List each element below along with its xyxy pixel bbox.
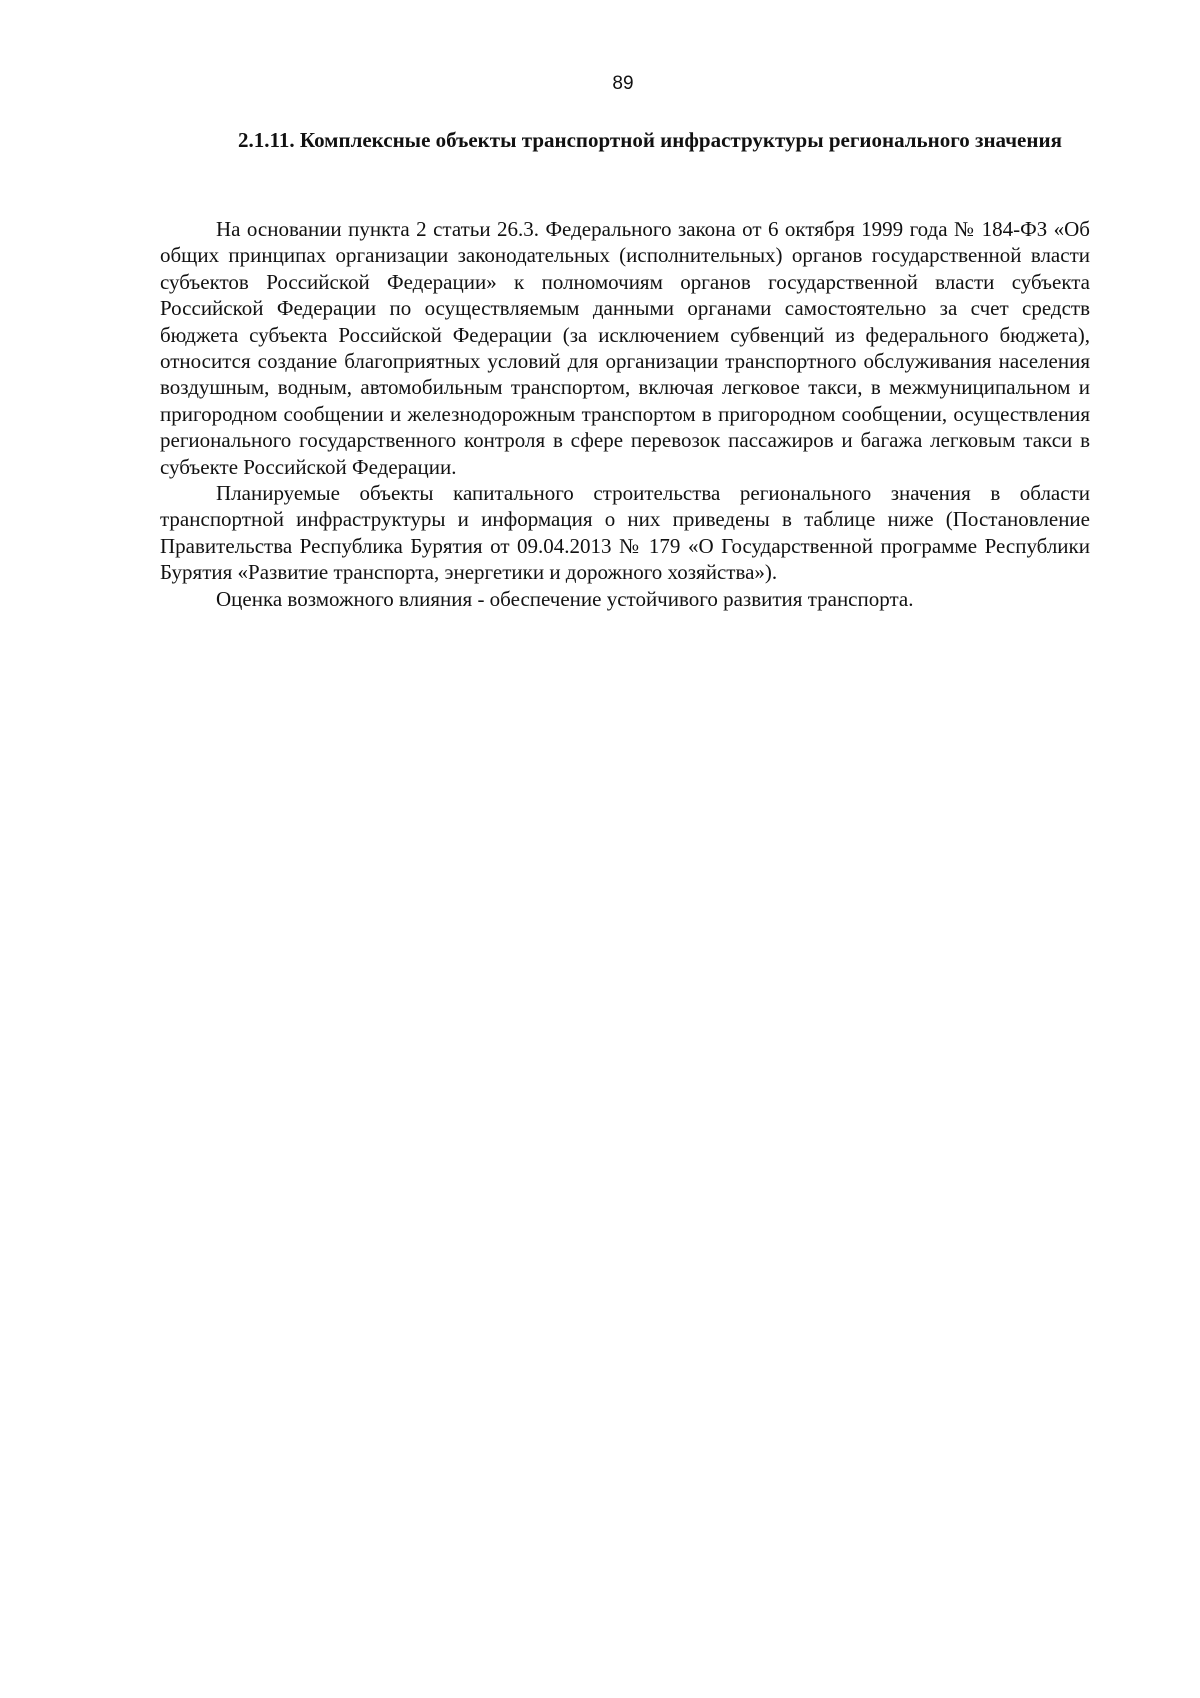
- body-text: [160, 216, 1090, 612]
- section-title: 2.1.11. Комплексные объекты транспортной инфраструктуры регионального значения: [238, 128, 1062, 152]
- paragraph-legal-basis: На основании пункта 2 статьи 26.3. Федерального закона от 6 октября 1999 года № 184-ФЗ «Об общих принципах организации законодательных (исполнительных) органов государственной власти субъектов Российской Федерации» к полномочиям органов государственной власти субъекта Российской Федерации по осуществляемым данными органами самостоятельно за счет средств бюджета субъекта Российской Федерации (за исключением субвенций из федерального бюджета), относится создание благоприятных условий для организации транспортного обслуживания населения воздушным, водным, автомобильным транспортом, включая легковое такси, в межмуниципальном и пригородном сообщении и железнодорожным транспортом в пригородном сообщении, осуществления регионального государственного контроля в сфере перевозок пассажиров и багажа легковым такси в субъекте Российской Федерации.: [160, 217, 1090, 479]
- paragraph-impact-assessment: Оценка возможного влияния - обеспечение устойчивого развития транспорта.: [216, 586, 914, 611]
- paragraph-planned-objects: Планируемые объекты капитального строительства регионального значения в области транспортной инфраструктуры и информация о них приведены в таблице ниже (Постановление Правительства Республика Бурятия от 09.04.2013 № 179 «О Государственной программе Республики Бурятия «Развитие транспорта, энергетики и дорожного хозяйства»).: [160, 481, 1090, 585]
- page-number: 89: [612, 73, 634, 94]
